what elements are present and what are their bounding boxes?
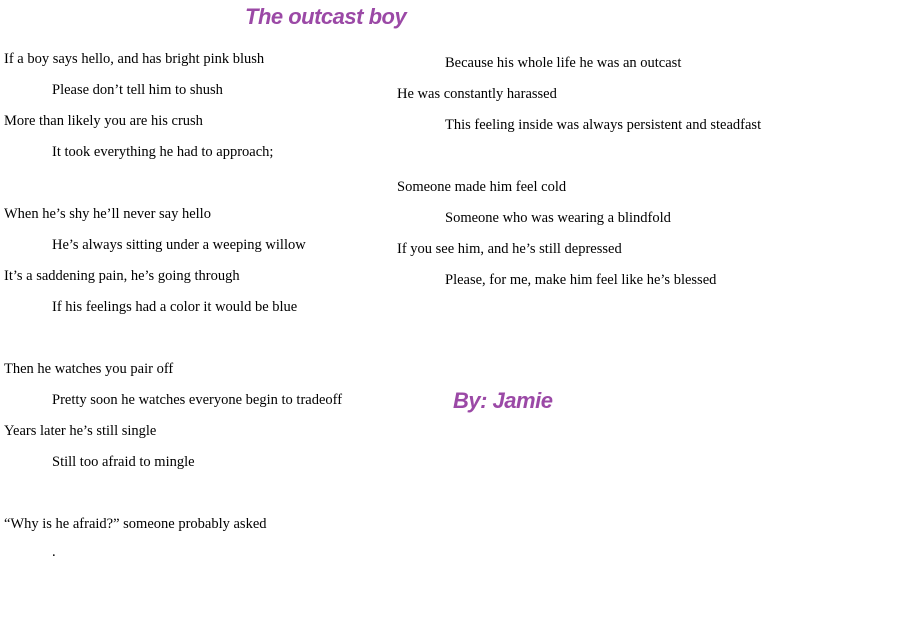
poem-line: “Why is he afraid?” someone probably asked bbox=[4, 516, 267, 532]
poem-line: If his feelings had a color it would be blue bbox=[52, 299, 298, 315]
poem-line: Pretty soon he watches everyone begin to tradeoff bbox=[52, 392, 343, 408]
poem-line: Someone made him feel cold bbox=[397, 179, 567, 195]
poem-author: By: Jamie bbox=[453, 388, 553, 413]
poem-line: Years later he’s still single bbox=[4, 423, 157, 439]
poem-line: Then he watches you pair off bbox=[4, 361, 174, 377]
poem-line: He’s always sitting under a weeping willow bbox=[52, 237, 306, 253]
poem-line: If you see him, and he’s still depressed bbox=[397, 241, 622, 257]
poem-line: . bbox=[52, 544, 56, 560]
poem-line: This feeling inside was always persistent and steadfast bbox=[445, 117, 762, 133]
poem-line: More than likely you are his crush bbox=[4, 113, 203, 129]
poem-title: The outcast boy bbox=[245, 4, 407, 29]
poem-line: If a boy says hello, and has bright pink blush bbox=[4, 51, 265, 67]
poem-line: It’s a saddening pain, he’s going through bbox=[4, 268, 240, 284]
poem-line: When he’s shy he’ll never say hello bbox=[4, 206, 211, 222]
poem-line: Please, for me, make him feel like he’s blessed bbox=[445, 272, 717, 288]
poem-line: It took everything he had to approach; bbox=[52, 144, 274, 160]
poem-line: Someone who was wearing a blindfold bbox=[445, 210, 671, 226]
poem-line: Still too afraid to mingle bbox=[52, 454, 195, 470]
poem-line: Because his whole life he was an outcast bbox=[445, 55, 682, 71]
poem-line: Please don’t tell him to shush bbox=[52, 82, 223, 98]
poem-line: He was constantly harassed bbox=[397, 86, 557, 102]
